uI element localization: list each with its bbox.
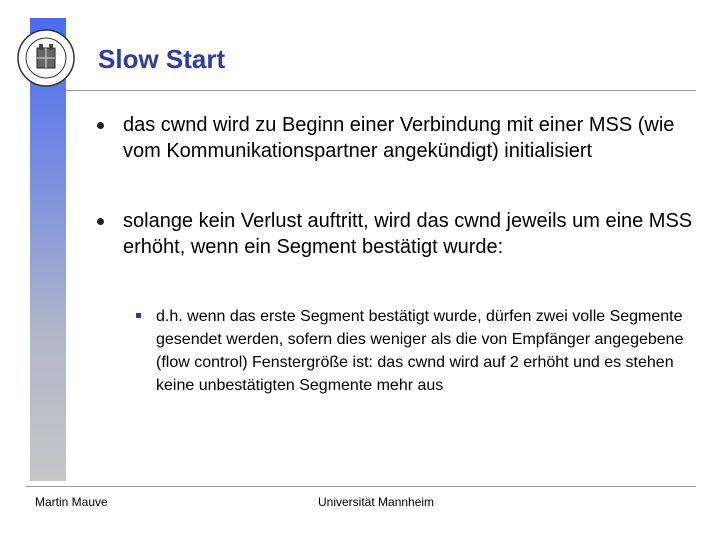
slide-title: Slow Start <box>98 44 226 74</box>
bullet-text: das cwnd wird zu Beginn einer Verbindung mit einer MSS (wie vom Kommunikationspartner angekündigt) initialisiert <box>123 114 675 162</box>
sub-bullet-text: d.h. wenn das erste Segment bestätigt wurde, dürfen zwei volle Segmente gesendet werden, sofern dies weniger als die von Empfänger angegebene (flow control) Fenstergröße ist: das cwnd wird auf 2 erhöht und es stehen keine unbestätigten Segmente mehr aus <box>156 308 684 394</box>
footer-author: Martin Mauve <box>35 495 108 509</box>
footer-divider <box>26 486 696 487</box>
university-seal-icon <box>16 28 76 88</box>
bullet-dot-icon <box>97 122 104 129</box>
sub-bullet-square-icon <box>136 313 141 318</box>
sub-bullet-item <box>156 305 696 397</box>
bullet-item <box>123 208 698 260</box>
bullet-text: solange kein Verlust auftritt, wird das cwnd jeweils um eine MSS erhöht, wenn ein Segment bestätigt wurde: <box>123 210 693 258</box>
bullet-item <box>123 112 698 164</box>
footer-institution: Universität Mannheim <box>318 495 435 509</box>
bullet-dot-icon <box>97 218 104 225</box>
title-divider <box>66 90 696 91</box>
